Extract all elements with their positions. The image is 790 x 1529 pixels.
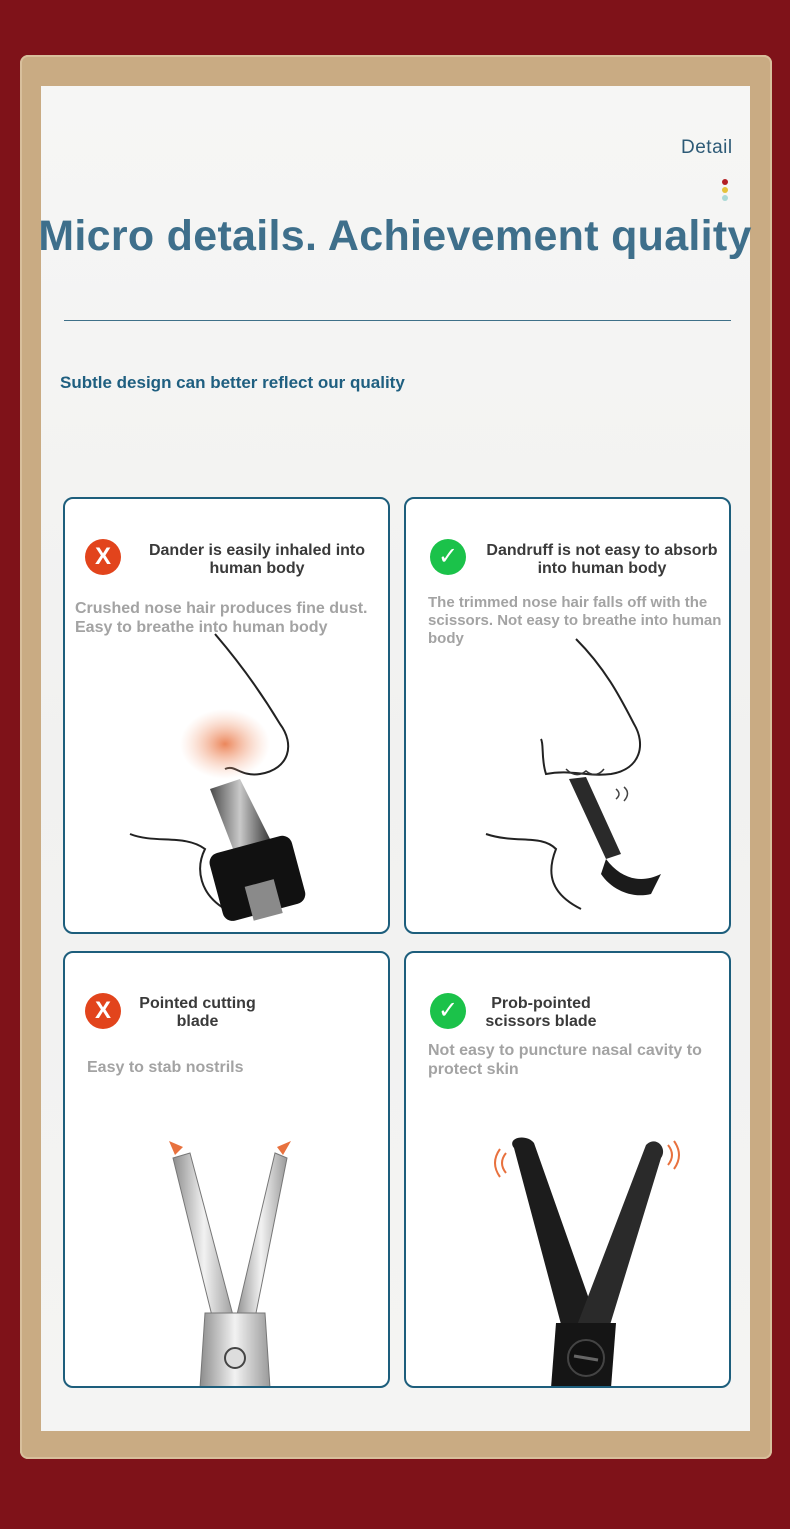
check-icon: ✓ bbox=[430, 539, 466, 575]
dot-teal bbox=[722, 195, 728, 201]
card-dandruff-good bbox=[404, 497, 731, 934]
detail-label: Detail bbox=[681, 137, 733, 158]
card-heading: Dandruff is not easy to absorb into human body bbox=[486, 542, 718, 577]
card-description: Crushed nose hair produces fine dust. Easy to breathe into human body bbox=[75, 600, 368, 636]
dot-red bbox=[722, 179, 728, 185]
rounded-scissors-illustration bbox=[406, 1123, 729, 1388]
card-pointed-blade-bad bbox=[63, 951, 390, 1388]
card-heading: Pointed cutting blade bbox=[139, 995, 256, 1030]
x-icon: X bbox=[85, 993, 121, 1029]
dot-yellow bbox=[722, 187, 728, 193]
card-heading: Prob-pointed scissors blade bbox=[485, 995, 597, 1030]
color-dots bbox=[722, 179, 730, 203]
title-divider bbox=[64, 320, 731, 321]
pointed-scissors-illustration bbox=[65, 1123, 388, 1388]
card-dander-bad bbox=[63, 497, 390, 934]
nose-trimmer-illustration bbox=[65, 629, 388, 934]
card-description: Not easy to puncture nasal cavity to protect skin bbox=[428, 1042, 702, 1078]
x-icon: X bbox=[85, 539, 121, 575]
page-subtitle: Subtle design can better reflect our quality bbox=[60, 373, 405, 392]
card-heading: Dander is easily inhaled into human body bbox=[148, 542, 366, 577]
check-icon: ✓ bbox=[430, 993, 466, 1029]
card-description: The trimmed nose hair falls off with the scissors. Not easy to breathe into human body bbox=[428, 594, 722, 647]
scissors-trim-illustration bbox=[406, 629, 729, 934]
page-title: Micro details. Achievement quality bbox=[38, 212, 752, 260]
card-rounded-blade-good bbox=[404, 951, 731, 1388]
card-description: Easy to stab nostrils bbox=[87, 1059, 244, 1076]
